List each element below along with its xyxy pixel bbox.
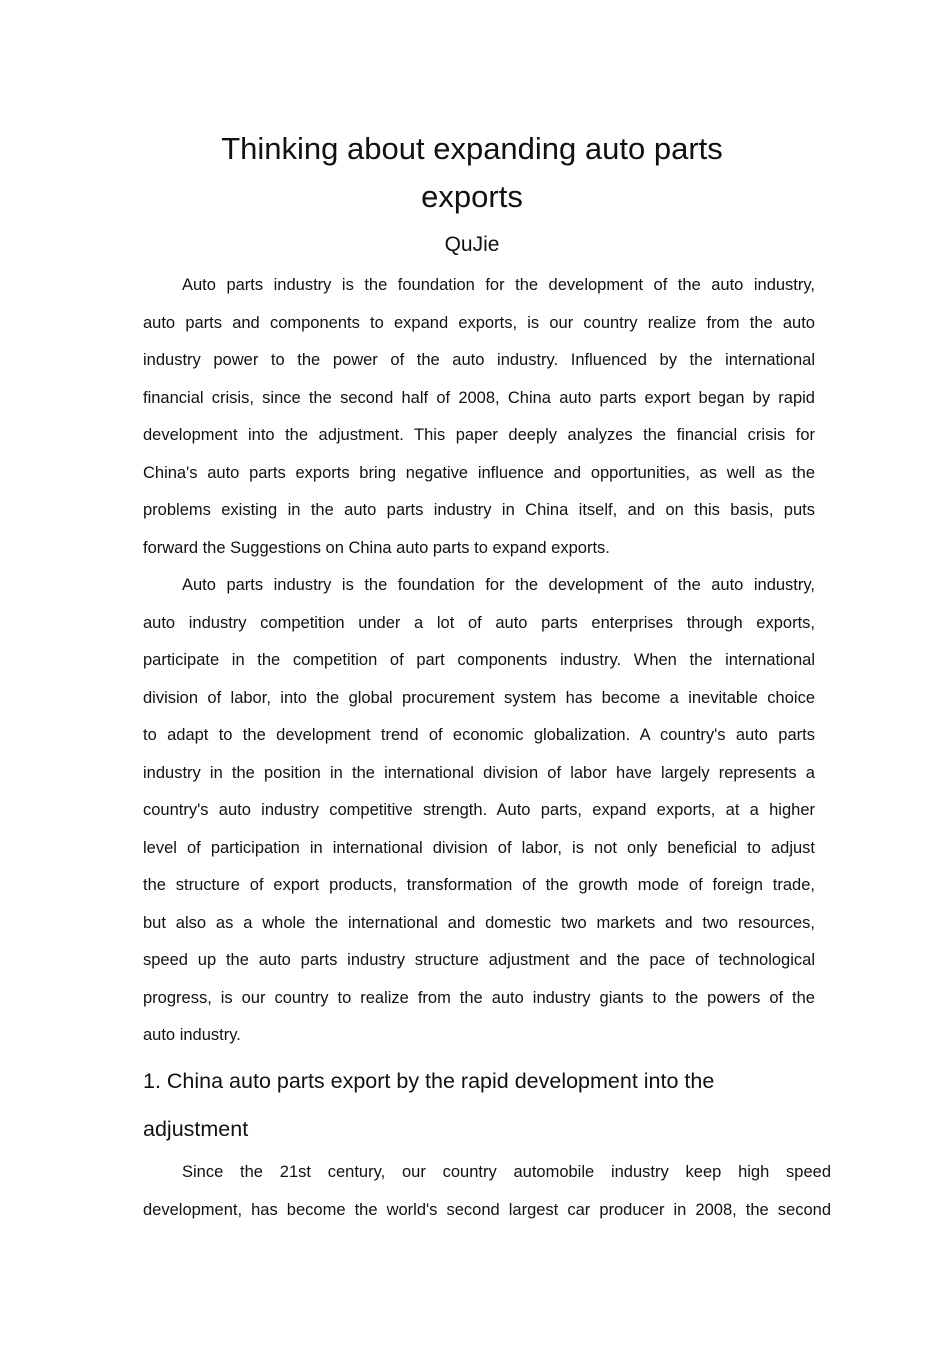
paragraph-introduction: [143, 567, 815, 1055]
text-line: industry in the position in the international division of labor have largely represents a: [143, 763, 815, 782]
text-line: auto parts and components to expand exports, is our country realize from the auto: [143, 313, 815, 332]
text-line: participate in the competition of part components industry. When the international: [143, 651, 815, 669]
text-line: speed up the auto parts industry structure adjustment and the pace of technological: [143, 951, 815, 969]
text-line: Since the 21st century, our country automobile industry keep high speed: [182, 1163, 831, 1181]
paragraph-abstract: [143, 267, 815, 567]
text-line: forward the Suggestions on China auto parts to expand exports.: [143, 538, 610, 557]
text-line: auto industry.: [143, 1026, 241, 1044]
text-line: financial crisis, since the second half of 2008, China auto parts export began by rapid: [143, 388, 815, 407]
text-line: the structure of export products, transformation of the growth mode of foreign trade,: [143, 876, 815, 894]
document-title-line-1: Thinking about expanding auto parts: [221, 131, 723, 166]
text-line: industry power to the power of the auto industry. Influenced by the international: [143, 351, 815, 369]
document-title-line-2: exports: [421, 179, 523, 214]
author-name: QuJie: [444, 233, 500, 256]
text-line: development, has become the world's second largest car producer in 2008, the second: [143, 1200, 831, 1219]
text-line: problems existing in the auto parts industry in China itself, and on this basis, puts: [143, 501, 815, 519]
text-line: level of participation in international division of labor, is not only beneficial to adjust: [143, 838, 815, 857]
text-line: progress, is our country to realize from the auto industry giants to the powers of the: [143, 988, 815, 1007]
text-line: but also as a whole the international and domestic two markets and two resources,: [143, 913, 815, 932]
text-line: country's auto industry competitive strength. Auto parts, expand exports, at a higher: [143, 801, 815, 819]
paragraph-section-1: [143, 1154, 831, 1229]
text-line: Auto parts industry is the foundation for the development of the auto industry,: [182, 276, 815, 294]
text-line: China's auto parts exports bring negative influence and opportunities, as well as the: [143, 463, 815, 482]
text-line: to adapt to the development trend of economic globalization. A country's auto parts: [143, 726, 815, 744]
section-heading-line-1: 1. China auto parts export by the rapid development into the: [143, 1069, 715, 1093]
text-line: development into the adjustment. This paper deeply analyzes the financial crisis for: [143, 426, 815, 444]
section-heading-line-2: adjustment: [143, 1117, 249, 1141]
text-line: auto industry competition under a lot of auto parts enterprises through exports,: [143, 613, 815, 632]
text-line: division of labor, into the global procurement system has become a inevitable choice: [143, 688, 815, 707]
text-line: Auto parts industry is the foundation for the development of the auto industry,: [182, 576, 815, 594]
